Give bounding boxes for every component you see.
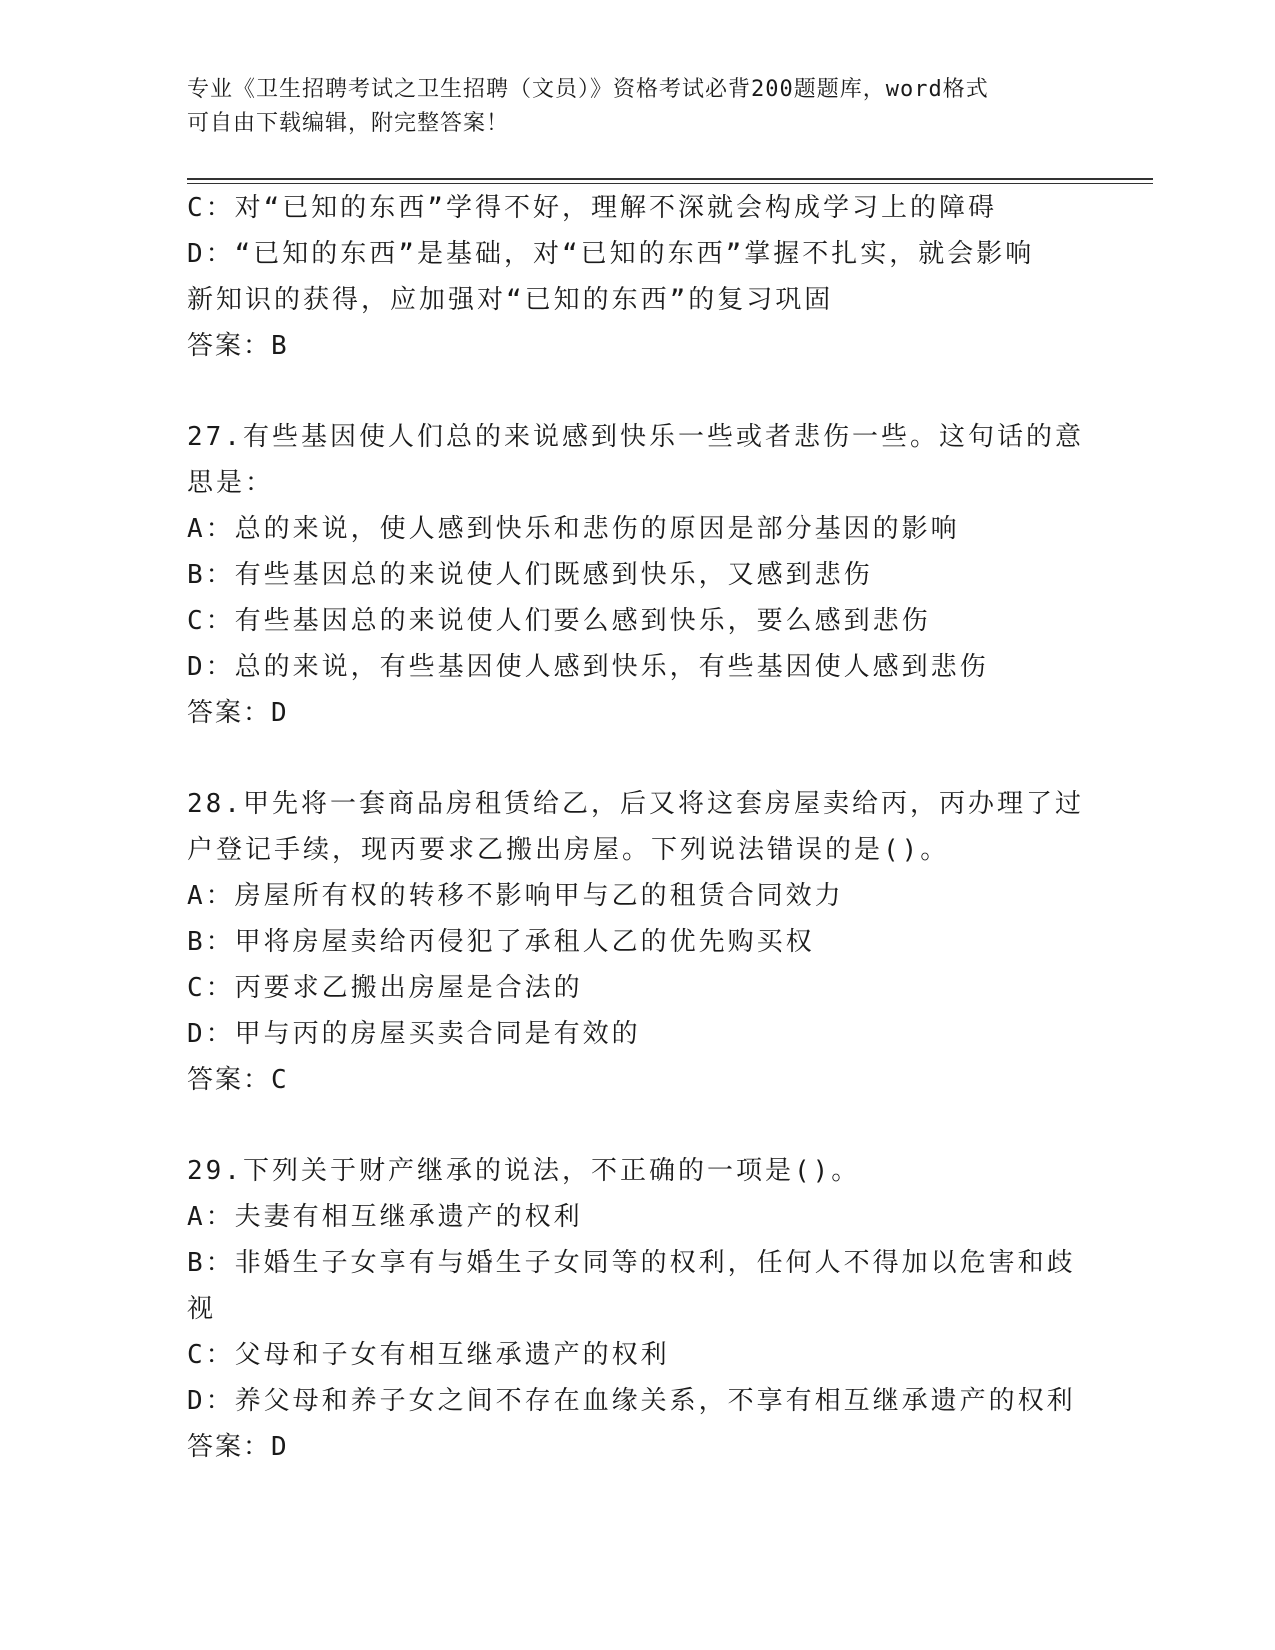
option-d: D：总的来说，有些基因使人感到快乐，有些基因使人感到悲伤: [187, 652, 989, 682]
option-d: D：“已知的东西”是基础，对“已知的东西”掌握不扎实，就会影响: [187, 239, 1035, 269]
option-c: C：丙要求乙搬出房屋是合法的: [187, 973, 583, 1003]
option-b: B：有些基因总的来说使人们既感到快乐，又感到悲伤: [187, 560, 873, 590]
question-28: [187, 781, 1087, 1103]
option-c: C：对“已知的东西”学得不好，理解不深就会构成学习上的障碍: [187, 193, 997, 223]
header-line-2: 可自由下载编辑，附完整答案！: [187, 111, 510, 136]
question-27: [187, 414, 1087, 736]
answer: 答案：D: [187, 1432, 289, 1462]
option-d-continued: 新知识的获得，应加强对“已知的东西”的复习巩固: [187, 285, 834, 315]
document-header: [187, 73, 1087, 141]
header-rule-thick: [187, 178, 1153, 180]
answer: 答案：D: [187, 698, 289, 728]
question-26-tail: [187, 185, 1087, 369]
question-stem: 28.甲先将一套商品房租赁给乙，后又将这套房屋卖给丙，丙办理了过: [187, 789, 1084, 819]
document-body: [187, 185, 1087, 1470]
option-c: C：有些基因总的来说使人们要么感到快乐，要么感到悲伤: [187, 606, 931, 636]
answer: 答案：B: [187, 331, 289, 361]
option-a: A：房屋所有权的转移不影响甲与乙的租赁合同效力: [187, 881, 844, 911]
answer: 答案：C: [187, 1065, 289, 1095]
question-29: [187, 1148, 1087, 1470]
option-b: B：非婚生子女享有与婚生子女同等的权利，任何人不得加以危害和歧: [187, 1248, 1076, 1278]
question-stem-continued: 户登记手续，现丙要求乙搬出房屋。下列说法错误的是()。: [187, 835, 950, 865]
option-b: B：甲将房屋卖给丙侵犯了承租人乙的优先购买权: [187, 927, 815, 957]
option-d: D：养父母和养子女之间不存在血缘关系，不享有相互继承遗产的权利: [187, 1386, 1076, 1416]
header-line-1: 专业《卫生招聘考试之卫生招聘（文员）》资格考试必背200题题库，word格式: [187, 77, 989, 102]
option-d: D：甲与丙的房屋买卖合同是有效的: [187, 1019, 641, 1049]
option-a: A：夫妻有相互继承遗产的权利: [187, 1202, 583, 1232]
option-a: A：总的来说，使人感到快乐和悲伤的原因是部分基因的影响: [187, 514, 960, 544]
header-rule-thin: [187, 183, 1153, 184]
question-stem: 29.下列关于财产继承的说法，不正确的一项是()。: [187, 1156, 861, 1186]
question-stem-continued: 思是：: [187, 468, 275, 498]
option-c: C：父母和子女有相互继承遗产的权利: [187, 1340, 670, 1370]
question-stem: 27.有些基因使人们总的来说感到快乐一些或者悲伤一些。这句话的意: [187, 422, 1084, 452]
option-b-continued: 视: [187, 1294, 217, 1324]
